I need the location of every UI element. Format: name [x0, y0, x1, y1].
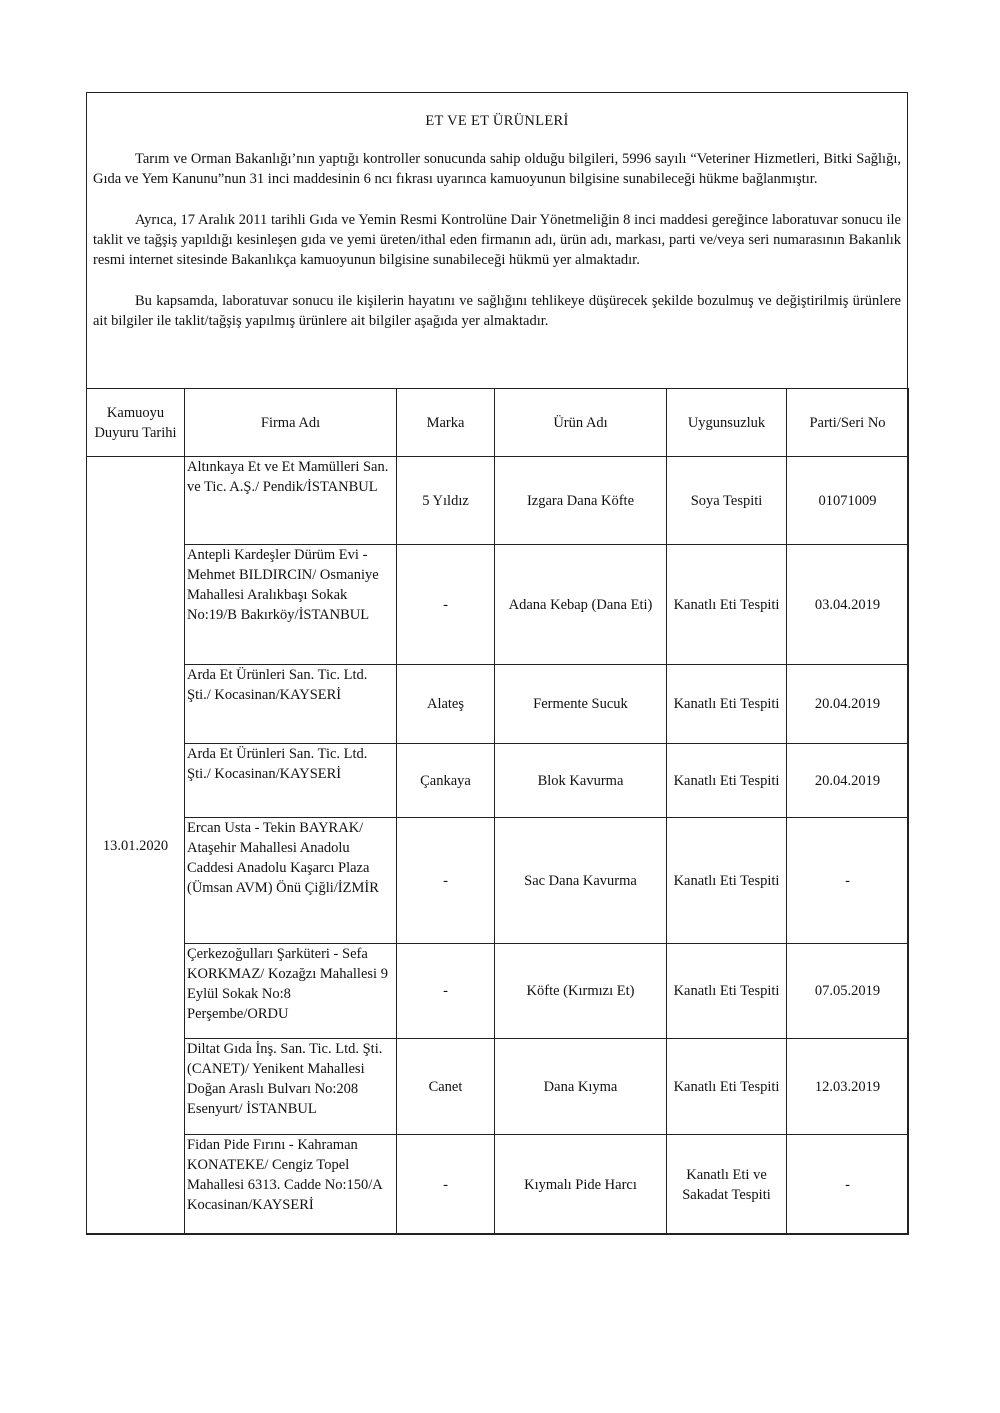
header-marka: Marka [397, 389, 495, 457]
cell-parti: - [787, 818, 909, 944]
document-title: ET VE ET ÜRÜNLERİ [425, 113, 569, 129]
cell-marka: Canet [397, 1039, 495, 1135]
cell-urun: Sac Dana Kavurma [495, 818, 667, 944]
cell-firma: Fidan Pide Fırını - Kahraman KONATEKE/ Cengiz Topel Mahallesi 6313. Cadde No:150/A Kocasinan/KAYSERİ [185, 1135, 397, 1235]
document-frame [86, 92, 908, 1234]
cell-marka: - [397, 818, 495, 944]
table-row [87, 1135, 909, 1235]
header-firma: Firma Adı [185, 389, 397, 457]
cell-uygunsuzluk: Kanatlı Eti Tespiti [667, 818, 787, 944]
cell-urun: Köfte (Kırmızı Et) [495, 944, 667, 1039]
cell-parti: 12.03.2019 [787, 1039, 909, 1135]
cell-firma: Diltat Gıda İnş. San. Tic. Ltd. Şti. (CANET)/ Yenikent Mahallesi Doğan Araslı Bulvarı No:208 Esenyurt/ İSTANBUL [185, 1039, 397, 1135]
cell-uygunsuzluk: Kanatlı Eti Tespiti [667, 545, 787, 665]
cell-urun: Izgara Dana Köfte [495, 457, 667, 545]
cell-urun: Blok Kavurma [495, 744, 667, 818]
cell-firma: Arda Et Ürünleri San. Tic. Ltd. Şti./ Kocasinan/KAYSERİ [185, 665, 397, 744]
cell-uygunsuzluk: Kanatlı Eti Tespiti [667, 744, 787, 818]
cell-urun: Fermente Sucuk [495, 665, 667, 744]
cell-uygunsuzluk: Kanatlı Eti ve Sakadat Tespiti [667, 1135, 787, 1235]
cell-parti: - [787, 1135, 909, 1235]
cell-parti: 20.04.2019 [787, 744, 909, 818]
header-urun: Ürün Adı [495, 389, 667, 457]
cell-urun: Adana Kebap (Dana Eti) [495, 545, 667, 665]
table-row [87, 457, 909, 545]
header-uygunsuzluk: Uygunsuzluk [667, 389, 787, 457]
cell-uygunsuzluk: Kanatlı Eti Tespiti [667, 1039, 787, 1135]
table-header-row [87, 389, 909, 457]
cell-parti: 01071009 [787, 457, 909, 545]
header-date: Kamuoyu Duyuru Tarihi [87, 389, 185, 457]
cell-uygunsuzluk: Kanatlı Eti Tespiti [667, 665, 787, 744]
cell-firma: Altınkaya Et ve Et Mamülleri San. ve Tic. A.Ş./ Pendik/İSTANBUL [185, 457, 397, 545]
cell-marka: Çankaya [397, 744, 495, 818]
table-row [87, 744, 909, 818]
table-row [87, 665, 909, 744]
cell-parti: 20.04.2019 [787, 665, 909, 744]
cell-urun: Kıymalı Pide Harcı [495, 1135, 667, 1235]
cell-firma: Antepli Kardeşler Dürüm Evi - Mehmet BILDIRCIN/ Osmaniye Mahallesi Aralıkbaşı Sokak No:19/B Bakırköy/İSTANBUL [185, 545, 397, 665]
cell-marka: - [397, 1135, 495, 1235]
cell-firma: Ercan Usta - Tekin BAYRAK/ Ataşehir Mahallesi Anadolu Caddesi Anadolu Kaşarcı Plaza (Ümsan AVM) Önü Çiğli/İZMİR [185, 818, 397, 944]
cell-parti: 03.04.2019 [787, 545, 909, 665]
table-row [87, 944, 909, 1039]
intro-paragraph-1: Tarım ve Orman Bakanlığı’nın yaptığı kontroller sonucunda sahip olduğu bilgileri, 5996 sayılı “Veteriner Hizmetleri, Bitki Sağlığı, Gıda ve Yem Kanunu”nun 31 inci maddesinin 6 ncı fıkrası uyarınca kamuoyunun bilgisine sunabileceği hükme bağlanmıştır. [93, 151, 901, 187]
cell-parti: 07.05.2019 [787, 944, 909, 1039]
cell-uygunsuzluk: Soya Tespiti [667, 457, 787, 545]
cell-marka: - [397, 944, 495, 1039]
table-row [87, 1039, 909, 1135]
table-row [87, 818, 909, 944]
cell-firma: Çerkezoğulları Şarküteri - Sefa KORKMAZ/ Kozağzı Mahallesi 9 Eylül Sokak No:8 Perşembe/ORDU [185, 944, 397, 1039]
cell-marka: 5 Yıldız [397, 457, 495, 545]
results-table [86, 388, 909, 1235]
cell-firma: Arda Et Ürünleri San. Tic. Ltd. Şti./ Kocasinan/KAYSERİ [185, 744, 397, 818]
announcement-date: 13.01.2020 [87, 457, 185, 1235]
cell-marka: - [397, 545, 495, 665]
cell-uygunsuzluk: Kanatlı Eti Tespiti [667, 944, 787, 1039]
intro-paragraph-3: Bu kapsamda, laboratuvar sonucu ile kişilerin hayatını ve sağlığını tehlikeye düşürecek şekilde bozulmuş ve değiştirilmiş ürünlere ait bilgiler ile taklit/tağşiş yapılmış ürünlere ait bilgiler aşağıda yer almaktadır. [93, 293, 901, 329]
header-parti: Parti/Seri No [787, 389, 909, 457]
cell-urun: Dana Kıyma [495, 1039, 667, 1135]
intro-section [87, 93, 907, 389]
table-row [87, 545, 909, 665]
cell-marka: Alateş [397, 665, 495, 744]
intro-paragraph-2: Ayrıca, 17 Aralık 2011 tarihli Gıda ve Yemin Resmi Kontrolüne Dair Yönetmeliğin 8 inci maddesi gereğince laboratuvar sonucu ile taklit ve tağşiş yapıldığı kesinleşen gıda ve yemi üreten/ithal eden firmanın adı, ürün adı, markası, parti ve/veya seri numarasının Bakanlık resmi internet sitesinde Bakanlıkça kamuoyunun bilgisine sunabileceği hükmü yer almaktadır. [93, 212, 901, 268]
